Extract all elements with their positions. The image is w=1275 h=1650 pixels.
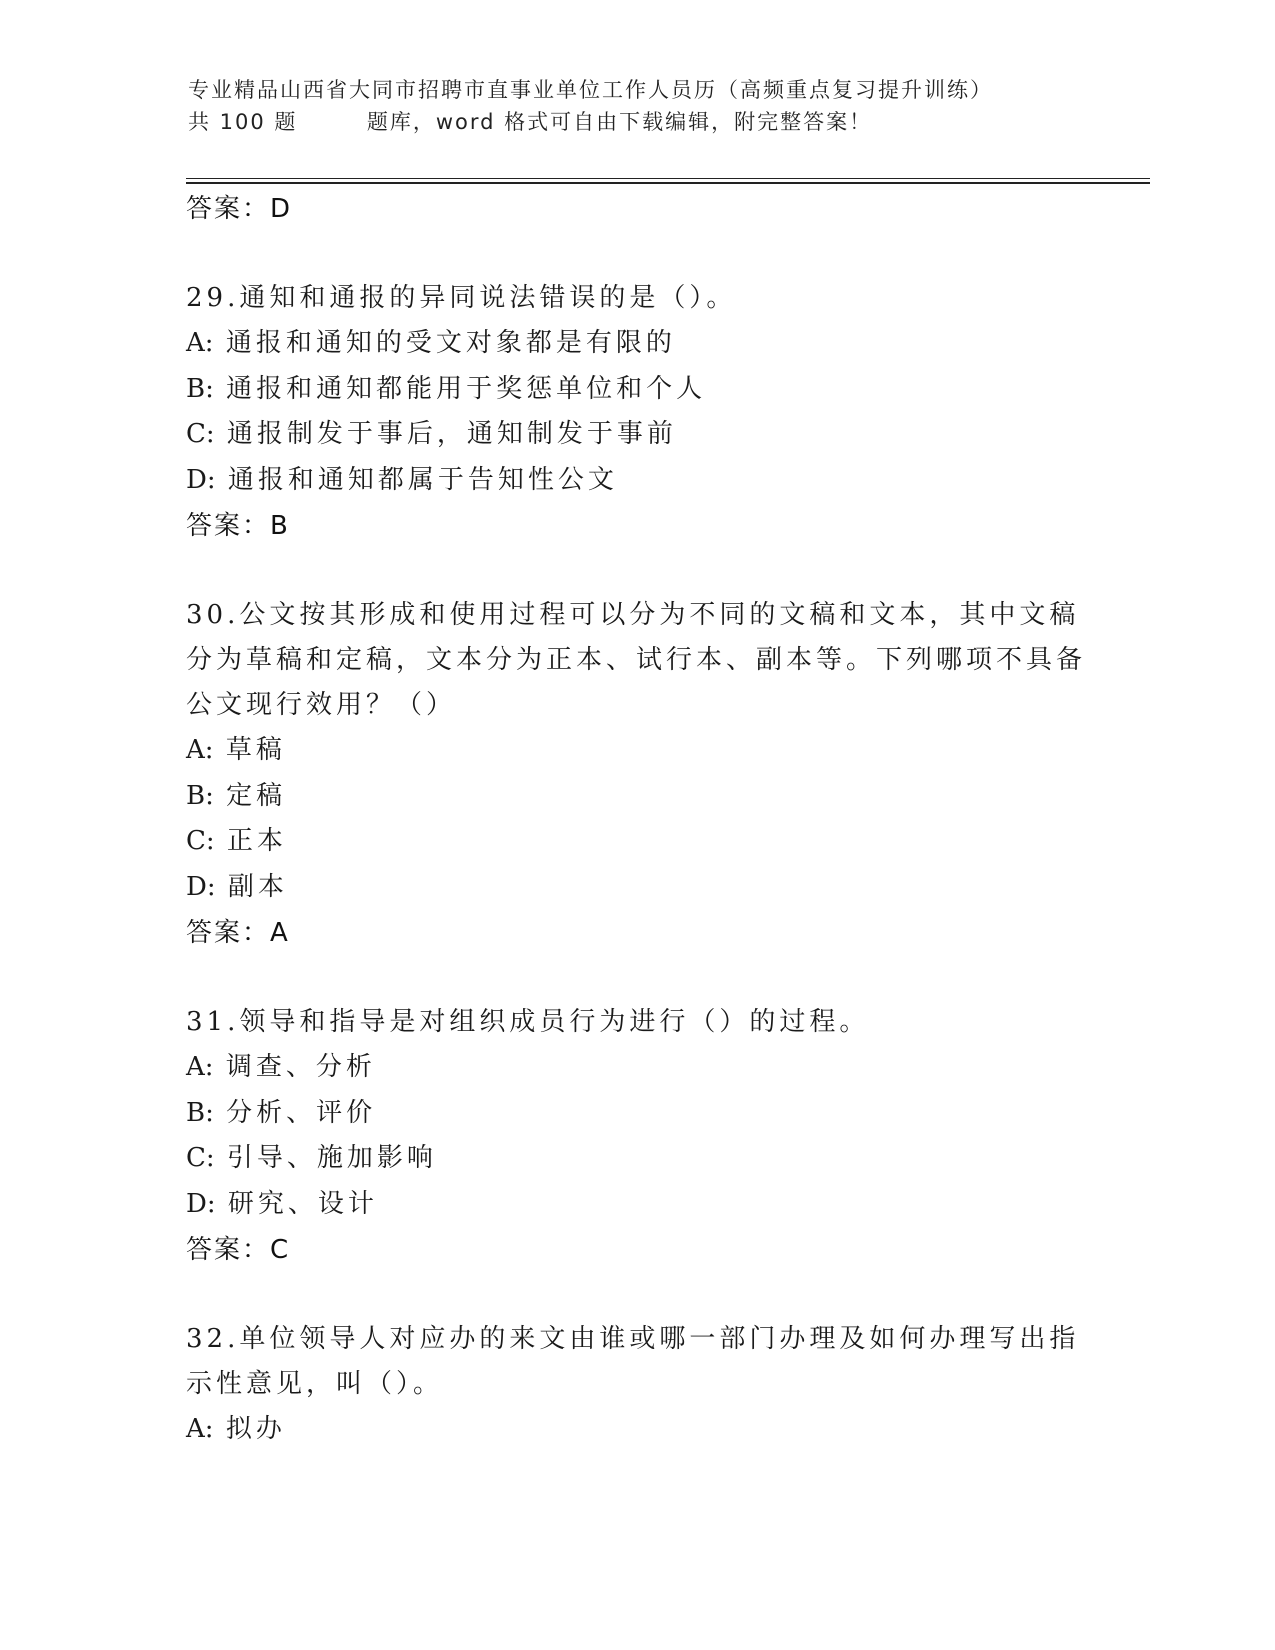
option-a xyxy=(186,321,1086,367)
option-text: 调查、分析 xyxy=(225,1052,376,1082)
question-stem: 31.领导和指导是对组织成员行为进行（）的过程。 xyxy=(186,1007,870,1037)
option-key: D: xyxy=(186,464,216,495)
option-b xyxy=(186,1091,1086,1137)
question-stem: 29.通知和通报的异同说法错误的是（）。 xyxy=(186,283,737,313)
question-item xyxy=(186,1000,1086,1273)
question-item xyxy=(186,593,1086,956)
option-text: 正本 xyxy=(226,826,287,856)
option-c xyxy=(186,412,1086,458)
answer-line: 答案：B xyxy=(186,511,290,541)
answer-line: 答案：D xyxy=(186,194,293,224)
option-key: C: xyxy=(186,1143,215,1173)
option-key: C: xyxy=(186,419,215,449)
header-divider-thick xyxy=(186,182,1150,184)
option-text: 定稿 xyxy=(226,780,287,811)
option-key: A: xyxy=(186,735,214,765)
question-item xyxy=(186,1317,1086,1453)
option-text: 通报制发于事后，通知制发于事前 xyxy=(226,419,677,449)
option-text: 通报和通知的受文对象都是有限的 xyxy=(225,328,676,358)
header-divider-thin xyxy=(186,178,1150,179)
option-key: A: xyxy=(186,1414,214,1444)
option-b xyxy=(186,367,1086,413)
header-subtitle-line: 共 100 题 题库，word 格式可自由下载编辑，附完整答案！ xyxy=(188,110,873,134)
answer-line: 答案：C xyxy=(186,1235,291,1265)
option-a xyxy=(186,1407,1086,1453)
option-key: B: xyxy=(186,780,214,811)
question-stem: 32.单位领导人对应办的来文由谁或哪一部门办理及如何办理写出指示性意见，叫（）。 xyxy=(186,1324,1080,1399)
option-d xyxy=(186,1182,1086,1228)
option-key: D: xyxy=(186,1188,216,1219)
option-d xyxy=(186,458,1086,504)
option-key: C: xyxy=(186,826,215,856)
option-a xyxy=(186,728,1086,774)
option-d xyxy=(186,865,1086,911)
option-text: 研究、设计 xyxy=(227,1188,378,1219)
option-a xyxy=(186,1045,1086,1091)
question-list xyxy=(186,186,1086,1453)
option-text: 通报和通知都能用于奖惩单位和个人 xyxy=(226,373,707,404)
option-text: 引导、施加影响 xyxy=(226,1143,437,1173)
option-text: 草稿 xyxy=(225,735,286,765)
option-key: D: xyxy=(186,871,216,902)
option-c xyxy=(186,1136,1086,1182)
option-c xyxy=(186,819,1086,865)
answer-line: 答案：A xyxy=(186,918,290,948)
question-item xyxy=(186,276,1086,549)
option-key: A: xyxy=(186,328,214,358)
option-key: B: xyxy=(186,1097,214,1128)
option-b xyxy=(186,774,1086,820)
option-key: B: xyxy=(186,373,214,404)
option-key: A: xyxy=(186,1052,214,1082)
option-text: 副本 xyxy=(227,871,288,902)
header-title-line: 专业精品山西省大同市招聘市直事业单位工作人员历（高频重点复习提升训练） xyxy=(188,78,993,102)
option-text: 拟办 xyxy=(225,1414,286,1444)
document-header xyxy=(188,74,1128,138)
option-text: 分析、评价 xyxy=(226,1097,377,1128)
question-stem: 30.公文按其形成和使用过程可以分为不同的文稿和文本，其中文稿分为草稿和定稿，文本分为正本、试行本、副本等。下列哪项不具备公文现行效用？（） xyxy=(186,600,1087,720)
option-text: 通报和通知都属于告知性公文 xyxy=(227,464,618,495)
